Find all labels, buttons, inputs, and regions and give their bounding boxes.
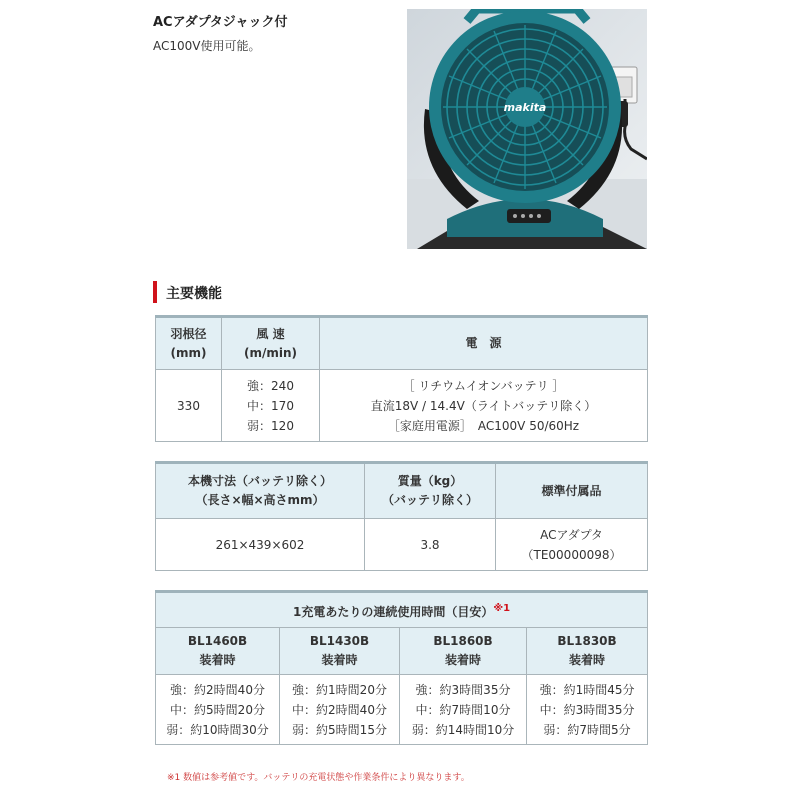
footnote-marker: ※1: [493, 602, 511, 614]
header-battery-bl1830b: BL1830B 装着時: [527, 628, 648, 675]
cell-wind-speed: 強：240 中：170 弱：120: [222, 370, 320, 442]
cell-runtime-bl1430b: 強：約1時間20分 中：約2時間40分 弱：約5時間15分: [280, 675, 400, 745]
header-battery-bl1430b: BL1430B 装着時: [280, 628, 400, 675]
spec-table-runtime: [155, 590, 648, 745]
header-accessory: 標準付属品: [496, 463, 648, 519]
fan-illustration: [407, 9, 647, 249]
cell-power-source: ［ リチウムイオンバッテリ ］ 直流18V / 14.4V（ライトバッテリ除く） ［家庭用電源］ AC100V 50/60Hz: [320, 370, 648, 442]
cell-dimensions: 261×439×602: [156, 519, 365, 571]
cell-runtime-bl1830b: 強：約1時間45分 中：約3時間35分 弱：約7時間5分: [527, 675, 648, 745]
header-battery-bl1860b: BL1860B 装着時: [400, 628, 527, 675]
cell-runtime-bl1460b: 強：約2時間40分 中：約5時間20分 弱：約10時間30分: [156, 675, 280, 745]
header-runtime-title: 1充電あたりの連続使用時間（目安）$^{※1}$: [156, 592, 648, 628]
header-battery-bl1460b: BL1460B 装着時: [156, 628, 280, 675]
section-accent-bar: [153, 281, 157, 303]
header-weight: 質量（kg） （バッテリ除く）: [365, 463, 496, 519]
feature-title: ACアダプタジャック付: [153, 15, 288, 30]
feature-description: AC100V使用可能。: [153, 39, 261, 53]
cell-weight: 3.8: [365, 519, 496, 571]
svg-text:makita: makita: [503, 101, 547, 114]
header-power-source: 電 源: [320, 317, 648, 370]
footnote: ※1 数値は参考値です。バッテリの充電状態や作業条件により異なります。: [167, 773, 470, 783]
spec-table-dimensions: [155, 461, 648, 571]
section-title: 主要機能: [166, 286, 222, 302]
cell-accessory: ACアダプタ （TE00000098）: [496, 519, 648, 571]
header-dimensions: 本機寸法（バッテリ除く） （長さ×幅×高さmm）: [156, 463, 365, 519]
cell-blade-diameter: 330: [156, 370, 222, 442]
header-blade-diameter: 羽根径 (mm): [156, 317, 222, 370]
header-wind-speed: 風 速 (m/min): [222, 317, 320, 370]
cell-runtime-bl1860b: 強：約3時間35分 中：約7時間10分 弱：約14時間10分: [400, 675, 527, 745]
product-photo: [407, 9, 647, 249]
spec-table-power: [155, 315, 648, 442]
